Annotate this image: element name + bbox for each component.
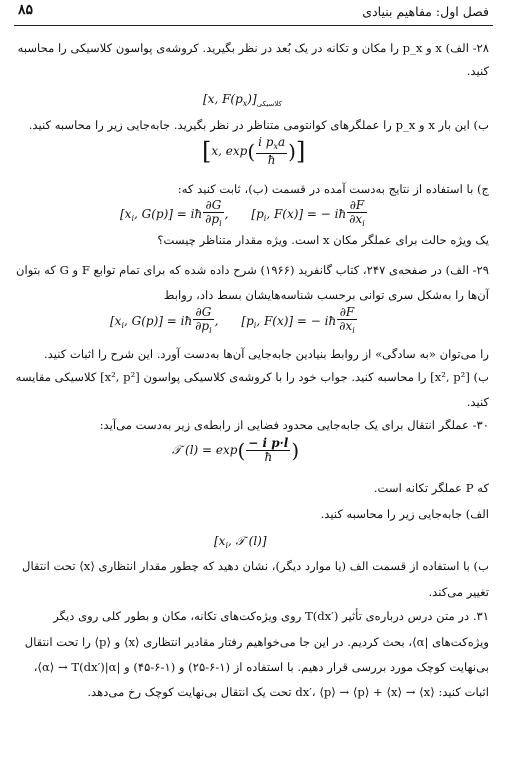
problem-29b-line: ب) [x², p²] را محاسبه کنید. جواب خود را با کروشه‌ی کلاسیکی پواسون [x², p²] کلاسیکی مقایسه: [15, 370, 489, 384]
problem-28b-line: ب) این بار x و p_x را عملگرهای کوانتومی متناظر در نظر بگیرید. جابه‌جایی زیر را محاسبه کنید.: [28, 118, 489, 132]
header-rule: [14, 25, 493, 26]
problem-30a-line: الف) جابه‌جایی زیر را محاسبه کنید.: [320, 507, 489, 521]
problem-29-line-1: ۲۹- الف) در صفحه‌ی ۲۴۷، کتاب گانفرید (۱۹۶۶) شرح داده شده که برای تمام توابع F و G که بتوان: [16, 263, 489, 277]
problem-29-line-3: را می‌توان «به سادگی» از روابط بنیادین جابه‌جایی آن‌ها به‌دست آورد. این شرح را اثبات کنید.: [43, 347, 489, 361]
chapter-title: فصل اول: مفاهیم بنیادی: [362, 4, 489, 19]
problem-30-line-2: که P عملگر تکانه است.: [373, 481, 489, 495]
equation-poisson-bracket: [x, $F(p_x)]_{کلاسیکی}$: [203, 92, 282, 108]
problem-31-line-3: بی‌نهایت کوچک مورد بررسی قرار دهیم. با استفاده از (۱-۶-۲۵) و (۱-۶-۴۵) و |α⟩ → T(dx′)|α⟩،: [33, 660, 489, 674]
problem-28c-line: ج) با استفاده از نتایج به‌دست آمده در قسمت (ب)، ثابت کنید که:: [177, 182, 489, 196]
equation-commutator-translation: [$x_i$, 𝒯 (l)]: [214, 534, 267, 550]
problem-30b-line-1: ب) با استفاده از قسمت الف (یا موارد دیگر)، نشان دهید که چطور مقدار انتظاری ⟨x⟩ تحت انتقال: [22, 559, 489, 573]
problem-31-line-2: ویژه‌کت‌های |α⟩، بحث کردیم. در این جا می‌خواهیم رفتار مقادیر انتظاری ⟨x⟩ و ⟨p⟩ را تحت انتقال: [24, 635, 489, 649]
problem-29-line-2: آن‌ها را به‌شکل سری توانی برحسب شناسه‌هایشان بسط داد، روابط: [163, 288, 489, 302]
equation-commutation-relations-1: [$x_i$, G(p)] = iħ $\frac{\partial G}{\partial p_i}$ , [$p_i$, F(x)] = − iħ $\frac{\partial F}{\partial x_i}$: [120, 198, 365, 228]
problem-31-line-1: ۳۱. در متن درس درباره‌ی تأثیر T(dx′) روی ویژه‌کت‌های تکانه، مکان و بطور کلی روی دیگر: [53, 609, 489, 623]
problem-31-line-4: اثبات کنید: ⟨x⟩ → ⟨x⟩ + dx′، ⟨p⟩ → ⟨p⟩ تحت یک انتقال بی‌نهایت کوچک رخ می‌دهد.: [87, 685, 489, 699]
equation-translation-operator: 𝒯 (l) = exp( $\frac{\text{− i p·l}}{ħ}$ ): [172, 436, 300, 464]
problem-28c-question: یک ویژه حالت برای عملگر مکان x است. ویژه مقدار متناظر چیست؟: [157, 233, 489, 247]
equation-commutator-exp: [x, exp( $\frac{i p_xa}{ħ}$ )]: [202, 135, 306, 167]
problem-28-line-2: کنید.: [466, 64, 489, 78]
problem-28-line-1: ۲۸- الف) x و p_x را مکان و تکانه در یک بُعد در نظر بگیرید. کروشه‌ی پواسون کلاسیکی را محاسبه: [17, 41, 489, 55]
problem-29b-line-2: کنید.: [466, 395, 489, 409]
problem-30b-line-2: تغییر می‌کند.: [428, 585, 489, 599]
page-number: ۸۵: [18, 2, 34, 18]
equation-commutation-relations-2: [$x_i$, G(p)] = iħ $\frac{\partial G}{\partial p_i}$ , [$p_i$, F(x)] = − iħ $\frac{\partial F}{\partial x_i}$: [110, 305, 355, 335]
problem-30-line-1: ۳۰- عملگر انتقال برای یک جابه‌جایی محدود فضایی از رابطه‌ی زیر به‌دست می‌آید:: [99, 418, 489, 432]
